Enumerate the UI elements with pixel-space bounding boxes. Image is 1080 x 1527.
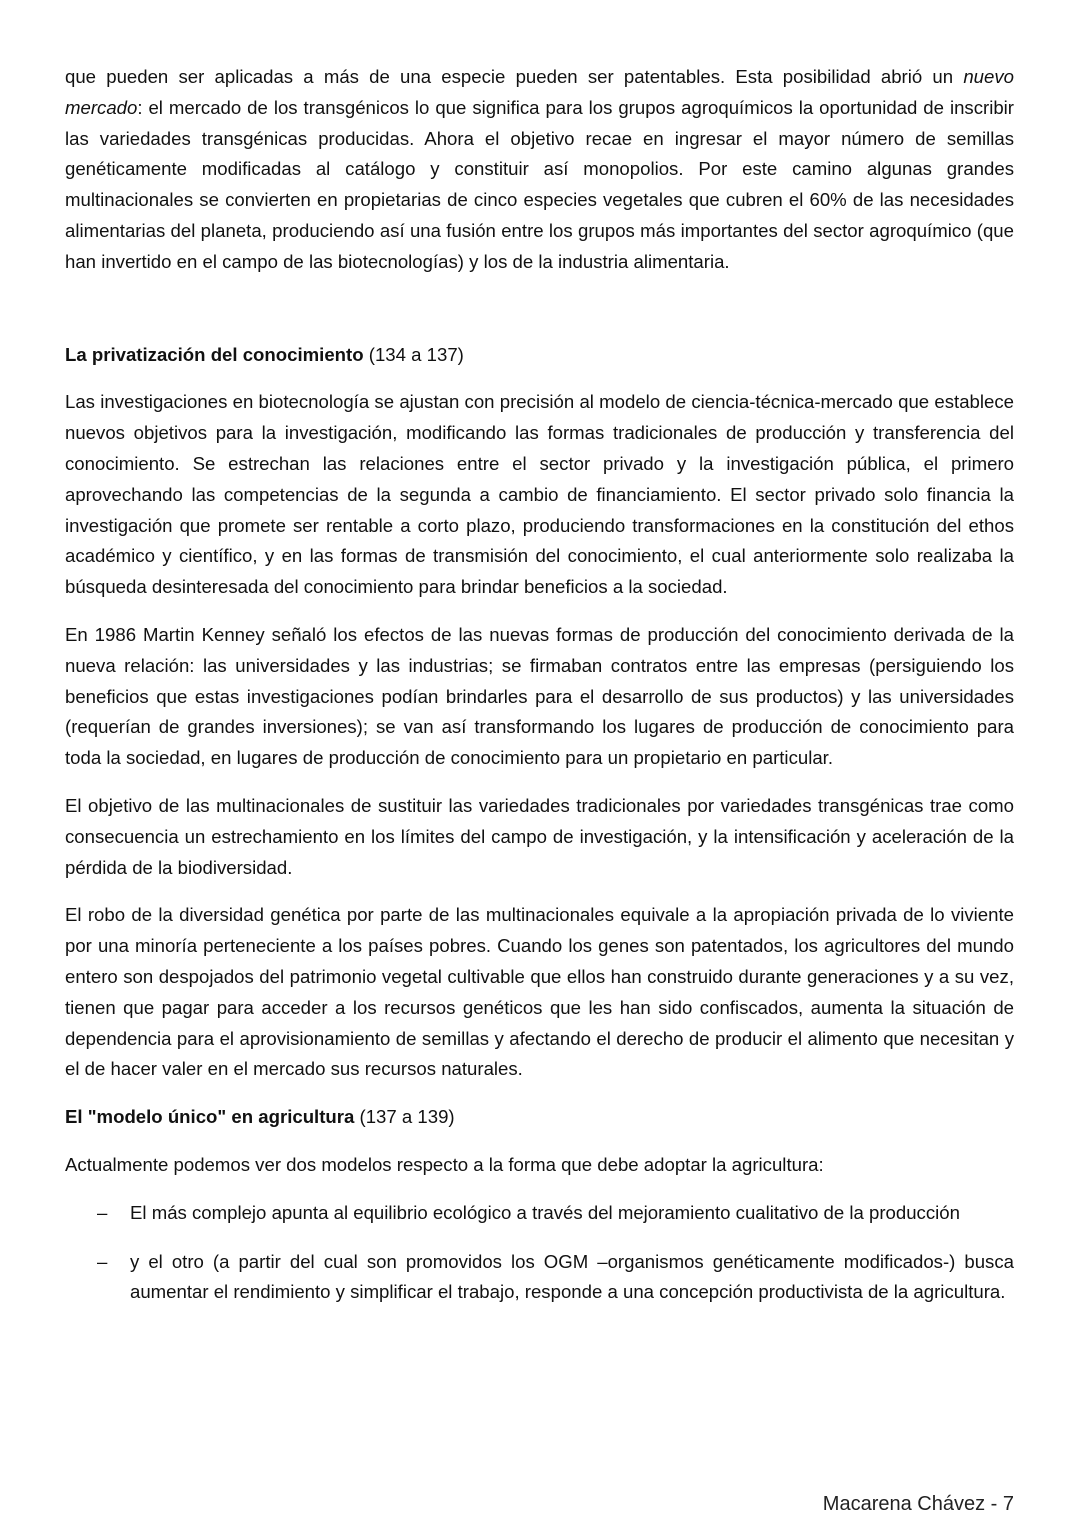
section-intro-paragraph: Actualmente podemos ver dos modelos respecto a la forma que debe adoptar la agricultura:	[65, 1153, 824, 1175]
dash-bullet: –	[97, 1250, 108, 1272]
intro-paragraph	[65, 62, 1014, 278]
body-paragraph: Las investigaciones en biotecnología se ajustan con precisión al modelo de ciencia-técnica-mercado que establece nuevos objetivos para la investigación, modificando las formas tradicionales de producción y transferencia del conocimiento. Se estrechan las relaciones entre el sector privado y la investigación pública, el primero aprovechando las competencias de la segunda a cambio de financiamiento. El sector privado solo financia la investigación que promete ser rentable a corto plazo, produciendo transformaciones en la constitución del ethos académico y científico, y en las formas de transmisión del conocimiento, el cual anteriormente solo realizaba la búsqueda desinteresada del conocimiento para brindar beneficios a la sociedad.	[65, 391, 1014, 598]
section-page-range: (134 a 137)	[363, 343, 464, 365]
body-paragraph: En 1986 Martin Kenney señaló los efectos de las nuevas formas de producción del conocimiento derivada de la nueva relación: las universidades y las industrias; se firmaban contratos entre las empresas (persiguiendo los beneficios que estas investigaciones podían brindarles para el desarrollo de sus productos) y las universidades (requerían de grandes inversiones); se van así transformando los lugares de producción de conocimiento para toda la sociedad, en lugares de producción de conocimiento para un propietario en particular.	[65, 623, 1014, 769]
document-page	[65, 62, 1014, 1326]
list-item-text: El más complejo apunta al equilibrio ecológico a través del mejoramiento cualitativo de la producción	[130, 1201, 960, 1223]
section-title: El "modelo único" en agricultura	[65, 1106, 355, 1128]
section-page-range: (137 a 139)	[354, 1106, 455, 1128]
dash-bullet: –	[97, 1201, 108, 1223]
page-footer: Macarena Chávez - 7	[822, 1493, 1014, 1515]
section-heading-privatization	[65, 340, 1014, 371]
models-list	[65, 1198, 1014, 1308]
section-title: La privatización del conocimiento	[65, 343, 364, 365]
list-item	[65, 1247, 1014, 1309]
section-heading-single-model	[65, 1102, 1014, 1133]
intro-text-part1: que pueden ser aplicadas a más de una especie pueden ser patentables. Esta posibilidad abrió un	[65, 66, 964, 87]
body-paragraph: El robo de la diversidad genética por parte de las multinacionales equivale a la apropiación privada de lo viviente por una minoría perteneciente a los países pobres. Cuando los genes son patentados, los agricultores del mundo entero son despojados del patrimonio vegetal cultivable que ellos han construido durante generaciones y a su vez, tienen que pagar para acceder a los recursos genéticos que les han sido confiscados, aumenta la situación de dependencia para el aprovisionamiento de semillas y afectando el derecho de producir el alimento que necesitan y el de hacer valer en el mercado sus recursos naturales.	[65, 904, 1014, 1080]
list-item-text: y el otro (a partir del cual son promovidos los OGM –organismos genéticamente modificados-) busca aumentar el rendimiento y simplificar el trabajo, responde a una concepción productivista de la agricultura.	[130, 1250, 1014, 1303]
body-paragraph: El objetivo de las multinacionales de sustituir las variedades tradicionales por variedades transgénicas trae como consecuencia un estrechamiento en los límites del campo de investigación, y la intensificación y aceleración de la pérdida de la biodiversidad.	[65, 794, 1014, 878]
intro-text-part2: : el mercado de los transgénicos lo que significa para los grupos agroquímicos la oportunidad de inscribir las variedades transgénicas producidas. Ahora el objetivo recae en ingresar el mayor número de semillas genéticamente modificadas al catálogo y constituir así monopolios. Por este camino algunas grandes multinacionales se convierten en propietarias de cinco especies vegetales que cubren el 60% de las necesidades alimentarias del planeta, produciendo así una fusión entre los grupos más importantes del sector agroquímico (que han invertido en el campo de las biotecnologías) y los de la industria alimentaria.	[65, 96, 1014, 272]
list-item	[65, 1198, 1014, 1229]
intro-emphasis: nuevo mercado	[65, 66, 1014, 118]
section-spacer	[65, 278, 1014, 340]
